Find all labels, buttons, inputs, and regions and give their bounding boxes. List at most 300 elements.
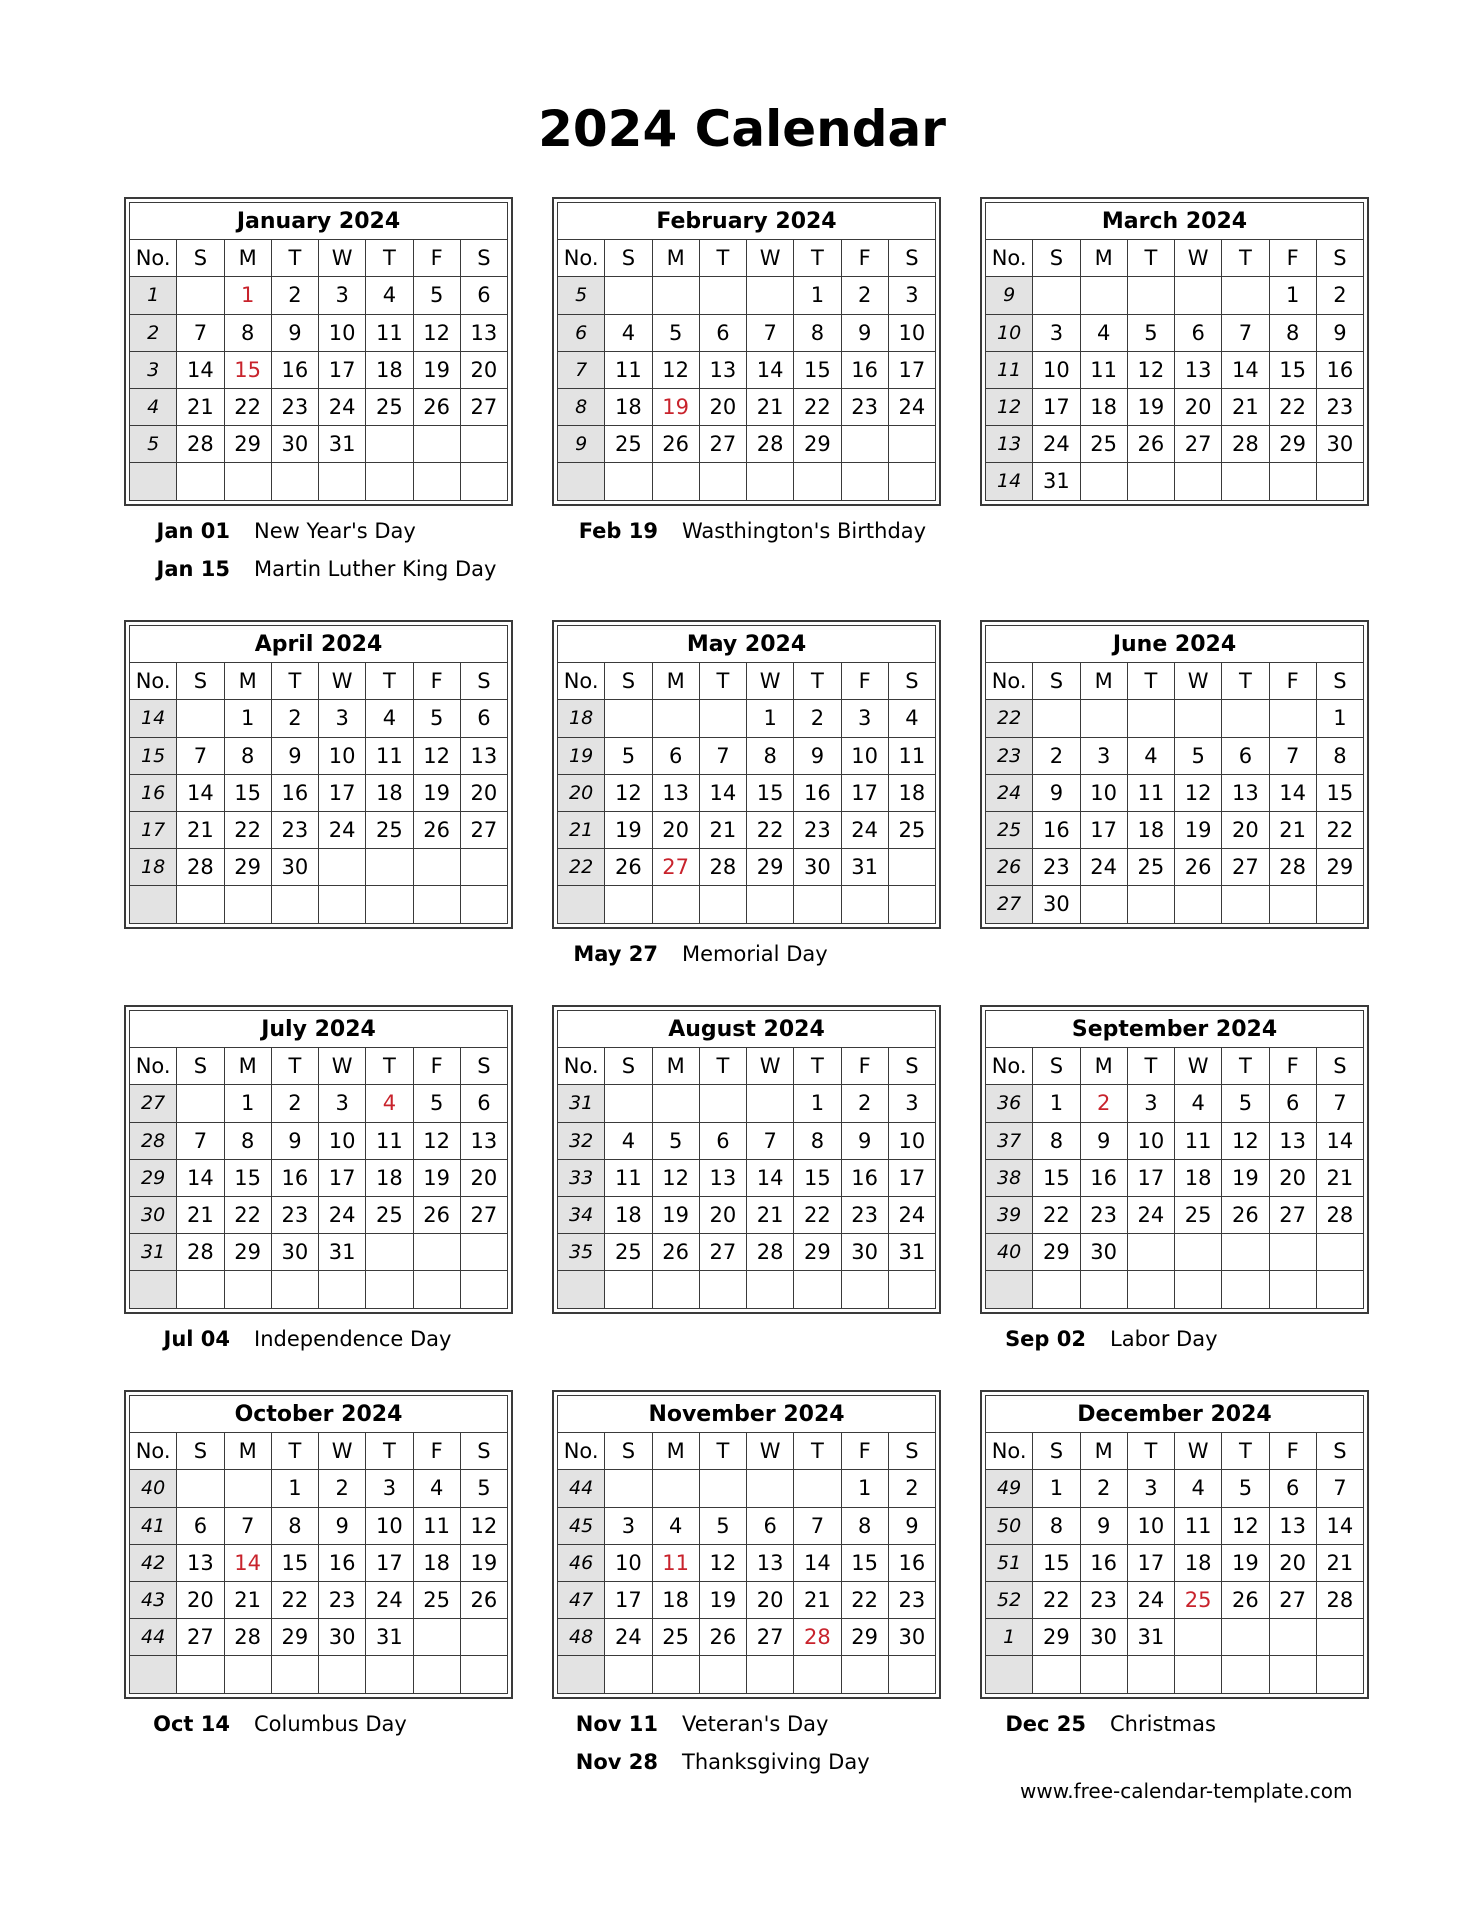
week-row: [986, 849, 1364, 886]
day-cell: 19: [1127, 388, 1174, 425]
holiday-name: Veteran's Day: [682, 1712, 829, 1736]
day-cell: [1033, 1656, 1080, 1693]
day-cell: 18: [366, 774, 413, 811]
day-cell: 31: [888, 1234, 935, 1271]
week-number: 23: [986, 737, 1033, 774]
weekday-header: F: [841, 240, 888, 277]
day-cell: [177, 700, 224, 737]
week-number: 9: [986, 277, 1033, 314]
day-cell: 18: [605, 388, 652, 425]
day-cell: 26: [1222, 1581, 1269, 1618]
day-cell: 30: [1316, 426, 1363, 463]
week-row: [986, 1085, 1364, 1122]
week-number: 30: [130, 1196, 177, 1233]
day-cell: [413, 1271, 460, 1308]
day-cell: [366, 849, 413, 886]
day-cell: 24: [1127, 1581, 1174, 1618]
day-cell: 2: [1316, 277, 1363, 314]
day-cell: 16: [319, 1544, 366, 1581]
week-number: 22: [558, 849, 605, 886]
weekday-header: S: [1316, 240, 1363, 277]
day-cell: [699, 886, 746, 923]
day-cell: 11: [1175, 1122, 1222, 1159]
day-cell: [413, 426, 460, 463]
day-cell: [747, 1085, 794, 1122]
day-cell: 14: [1269, 774, 1316, 811]
week-number: 41: [130, 1507, 177, 1544]
day-cell: 4: [366, 277, 413, 314]
day-cell: 13: [747, 1544, 794, 1581]
holiday-day-cell: 1: [224, 277, 271, 314]
weekday-header: F: [413, 663, 460, 700]
day-cell: [1316, 1271, 1363, 1308]
day-cell: 5: [413, 700, 460, 737]
day-cell: 13: [460, 314, 507, 351]
weekday-header: S: [888, 1048, 935, 1085]
holiday-item: [990, 1321, 1379, 1359]
day-cell: 2: [271, 277, 318, 314]
day-cell: 8: [1316, 737, 1363, 774]
day-cell: [605, 463, 652, 500]
week-row: [986, 1234, 1364, 1271]
holiday-item: [562, 1744, 951, 1782]
day-cell: 7: [1269, 737, 1316, 774]
day-cell: 14: [747, 1159, 794, 1196]
day-cell: 23: [1033, 849, 1080, 886]
week-number-header: No.: [558, 1048, 605, 1085]
day-cell: [1316, 886, 1363, 923]
day-cell: [747, 1656, 794, 1693]
day-cell: 14: [1316, 1122, 1363, 1159]
day-cell: 25: [1175, 1196, 1222, 1233]
weekday-header: M: [1080, 240, 1127, 277]
day-cell: 12: [413, 314, 460, 351]
week-row: [130, 1122, 508, 1159]
week-number: 52: [986, 1581, 1033, 1618]
day-cell: 5: [1175, 737, 1222, 774]
day-cell: 3: [319, 700, 366, 737]
holiday-name: Wasthington's Birthday: [682, 519, 927, 543]
week-row: [130, 737, 508, 774]
day-cell: [794, 886, 841, 923]
day-cell: [1269, 1234, 1316, 1271]
week-number: 27: [130, 1085, 177, 1122]
day-cell: 1: [794, 1085, 841, 1122]
week-number: 37: [986, 1122, 1033, 1159]
day-cell: 15: [1269, 351, 1316, 388]
weekday-header: S: [605, 1433, 652, 1470]
holiday-item: [562, 1706, 951, 1744]
day-cell: 28: [177, 1234, 224, 1271]
holiday-name: Martin Luther King Day: [254, 557, 497, 582]
weekday-header: M: [652, 663, 699, 700]
weekday-header: S: [1033, 240, 1080, 277]
day-cell: [224, 1656, 271, 1693]
week-row: [130, 388, 508, 425]
week-number: [558, 463, 605, 500]
month-8: [552, 1005, 941, 1314]
week-number: 8: [558, 388, 605, 425]
weekday-header: T: [366, 240, 413, 277]
day-cell: [1080, 277, 1127, 314]
weekday-header: M: [1080, 1433, 1127, 1470]
day-cell: [366, 1656, 413, 1693]
day-cell: 9: [841, 1122, 888, 1159]
day-cell: [1269, 463, 1316, 500]
day-cell: 5: [460, 1470, 507, 1507]
weekday-header: W: [319, 1048, 366, 1085]
day-cell: 8: [224, 737, 271, 774]
month-title: January 2024: [130, 203, 508, 240]
day-cell: 21: [1316, 1159, 1363, 1196]
week-row: [558, 1234, 936, 1271]
day-cell: [224, 463, 271, 500]
day-cell: 24: [319, 1196, 366, 1233]
day-cell: 12: [1222, 1122, 1269, 1159]
day-cell: 7: [177, 314, 224, 351]
week-number: 11: [986, 351, 1033, 388]
weekday-header: F: [841, 1433, 888, 1470]
week-row: [558, 1544, 936, 1581]
day-cell: 5: [605, 737, 652, 774]
day-cell: [794, 1656, 841, 1693]
day-cell: 18: [1127, 811, 1174, 848]
week-number: 40: [986, 1234, 1033, 1271]
weekday-header: T: [699, 1048, 746, 1085]
month-title: July 2024: [130, 1011, 508, 1048]
day-cell: 15: [794, 351, 841, 388]
day-cell: [605, 700, 652, 737]
day-cell: 6: [652, 737, 699, 774]
day-cell: [1269, 1271, 1316, 1308]
week-row: [986, 388, 1364, 425]
week-number: 39: [986, 1196, 1033, 1233]
day-cell: 10: [888, 1122, 935, 1159]
day-cell: 17: [319, 774, 366, 811]
day-cell: 7: [1316, 1085, 1363, 1122]
holiday-name: Independence Day: [254, 1327, 452, 1351]
day-cell: [1175, 1656, 1222, 1693]
day-cell: 1: [271, 1470, 318, 1507]
holiday-item: [562, 513, 951, 551]
week-number: 14: [130, 700, 177, 737]
day-cell: 13: [699, 1159, 746, 1196]
day-cell: 24: [319, 388, 366, 425]
day-cell: 23: [271, 388, 318, 425]
day-cell: 20: [747, 1581, 794, 1618]
day-cell: [366, 1271, 413, 1308]
day-cell: [747, 1271, 794, 1308]
week-number: 3: [130, 351, 177, 388]
holiday-name: Thanksgiving Day: [682, 1750, 870, 1775]
day-cell: 22: [1316, 811, 1363, 848]
holiday-day-cell: 19: [652, 388, 699, 425]
day-cell: 12: [652, 1159, 699, 1196]
day-cell: [1175, 1271, 1222, 1308]
week-number: 21: [558, 811, 605, 848]
month-2: [552, 197, 941, 506]
day-cell: [413, 463, 460, 500]
day-cell: 26: [1222, 1196, 1269, 1233]
day-cell: [460, 886, 507, 923]
day-cell: 5: [652, 314, 699, 351]
week-number: [130, 1271, 177, 1308]
day-cell: 19: [413, 351, 460, 388]
day-cell: 9: [1080, 1507, 1127, 1544]
day-cell: [605, 1085, 652, 1122]
day-cell: 7: [699, 737, 746, 774]
day-cell: 28: [747, 1234, 794, 1271]
holiday-list: [134, 1321, 523, 1359]
day-cell: 4: [605, 1122, 652, 1159]
day-cell: [1080, 700, 1127, 737]
week-row: [558, 1085, 936, 1122]
week-number: [130, 1656, 177, 1693]
day-cell: 29: [224, 426, 271, 463]
week-number: 9: [558, 426, 605, 463]
day-cell: 16: [271, 774, 318, 811]
day-cell: 3: [1127, 1470, 1174, 1507]
day-cell: 9: [1080, 1122, 1127, 1159]
day-cell: [1127, 1271, 1174, 1308]
weekday-header: F: [1269, 240, 1316, 277]
holiday-date: Sep 02: [1005, 1327, 1086, 1351]
day-cell: [652, 1656, 699, 1693]
weekday-header: M: [224, 1433, 271, 1470]
day-cell: 10: [1080, 774, 1127, 811]
day-cell: 4: [888, 700, 935, 737]
week-number: [986, 1656, 1033, 1693]
day-cell: 27: [1222, 849, 1269, 886]
week-row: [986, 351, 1364, 388]
day-cell: 25: [366, 811, 413, 848]
day-cell: 12: [460, 1507, 507, 1544]
day-cell: 11: [888, 737, 935, 774]
day-cell: 16: [1316, 351, 1363, 388]
week-number: 34: [558, 1196, 605, 1233]
week-row: [558, 849, 936, 886]
day-cell: 2: [1080, 1470, 1127, 1507]
day-cell: [413, 849, 460, 886]
day-cell: 22: [224, 1196, 271, 1233]
day-cell: 21: [699, 811, 746, 848]
day-cell: 15: [1316, 774, 1363, 811]
week-number: 19: [558, 737, 605, 774]
holiday-date: Nov 28: [575, 1750, 658, 1775]
week-number: 32: [558, 1122, 605, 1159]
day-cell: 26: [605, 849, 652, 886]
weekday-header: T: [271, 1048, 318, 1085]
week-number: 31: [130, 1234, 177, 1271]
day-cell: [1175, 1234, 1222, 1271]
week-row: [986, 277, 1364, 314]
day-cell: 30: [888, 1619, 935, 1656]
day-cell: 5: [413, 277, 460, 314]
day-cell: 19: [1222, 1159, 1269, 1196]
weekday-header: W: [319, 240, 366, 277]
day-cell: 28: [1269, 849, 1316, 886]
weekday-header: T: [699, 1433, 746, 1470]
day-cell: 4: [1127, 737, 1174, 774]
holiday-day-cell: 2: [1080, 1085, 1127, 1122]
day-cell: 27: [699, 1234, 746, 1271]
day-cell: 17: [888, 351, 935, 388]
day-cell: 26: [413, 811, 460, 848]
day-cell: 3: [1033, 314, 1080, 351]
day-cell: [794, 1470, 841, 1507]
day-cell: [605, 1271, 652, 1308]
day-cell: 20: [460, 1159, 507, 1196]
day-cell: 29: [1316, 849, 1363, 886]
day-cell: [1222, 1656, 1269, 1693]
weekday-header: W: [1175, 1433, 1222, 1470]
day-cell: 15: [841, 1544, 888, 1581]
day-cell: 6: [1269, 1470, 1316, 1507]
day-cell: 26: [1175, 849, 1222, 886]
week-number-header: No.: [558, 663, 605, 700]
day-cell: 4: [1080, 314, 1127, 351]
day-cell: 23: [319, 1581, 366, 1618]
day-cell: 20: [460, 774, 507, 811]
week-row: [130, 1581, 508, 1618]
day-cell: 13: [1222, 774, 1269, 811]
day-cell: 13: [1269, 1122, 1316, 1159]
day-cell: 9: [271, 314, 318, 351]
holiday-list: [134, 1706, 523, 1744]
day-cell: [366, 1234, 413, 1271]
day-cell: 5: [1222, 1085, 1269, 1122]
day-cell: 6: [1269, 1085, 1316, 1122]
day-cell: 23: [841, 1196, 888, 1233]
day-cell: 18: [888, 774, 935, 811]
day-cell: 14: [794, 1544, 841, 1581]
week-number: 25: [986, 811, 1033, 848]
week-number: 31: [558, 1085, 605, 1122]
day-cell: 9: [1033, 774, 1080, 811]
week-number: [558, 1656, 605, 1693]
week-number: 6: [558, 314, 605, 351]
weekday-header: T: [271, 1433, 318, 1470]
day-cell: [224, 1470, 271, 1507]
weekday-header: S: [605, 663, 652, 700]
day-cell: [1175, 277, 1222, 314]
day-cell: 30: [271, 849, 318, 886]
day-cell: 30: [841, 1234, 888, 1271]
day-cell: [460, 426, 507, 463]
day-cell: 26: [652, 1234, 699, 1271]
day-cell: 1: [1033, 1085, 1080, 1122]
day-cell: [1222, 886, 1269, 923]
day-cell: [1222, 1619, 1269, 1656]
week-number-header: No.: [558, 1433, 605, 1470]
day-cell: 17: [319, 351, 366, 388]
day-cell: 19: [605, 811, 652, 848]
weekday-header: M: [224, 1048, 271, 1085]
day-cell: [747, 1470, 794, 1507]
day-cell: [1222, 277, 1269, 314]
day-cell: 31: [841, 849, 888, 886]
day-cell: 19: [413, 774, 460, 811]
day-cell: 13: [699, 351, 746, 388]
weekday-header: S: [177, 1433, 224, 1470]
weekday-header: S: [1316, 1433, 1363, 1470]
day-cell: 15: [224, 1159, 271, 1196]
day-cell: 16: [841, 351, 888, 388]
week-number: 51: [986, 1544, 1033, 1581]
week-row: [986, 811, 1364, 848]
day-cell: 24: [888, 1196, 935, 1233]
month-title: September 2024: [986, 1011, 1364, 1048]
day-cell: 22: [841, 1581, 888, 1618]
day-cell: 21: [794, 1581, 841, 1618]
day-cell: 22: [794, 388, 841, 425]
day-cell: 10: [366, 1507, 413, 1544]
week-row: [130, 886, 508, 923]
weekday-header: S: [1033, 1048, 1080, 1085]
day-cell: [699, 1085, 746, 1122]
week-row: [986, 737, 1364, 774]
day-cell: 16: [271, 351, 318, 388]
weekday-header: W: [747, 240, 794, 277]
month-6: [980, 620, 1369, 929]
week-number-header: No.: [986, 240, 1033, 277]
day-cell: 12: [1127, 351, 1174, 388]
day-cell: 8: [1033, 1122, 1080, 1159]
day-cell: 25: [605, 426, 652, 463]
week-row: [130, 314, 508, 351]
holiday-date: May 27: [573, 942, 658, 966]
day-cell: [1269, 700, 1316, 737]
week-number: 42: [130, 1544, 177, 1581]
week-number-header: No.: [986, 1048, 1033, 1085]
day-cell: 14: [177, 351, 224, 388]
day-cell: 27: [460, 388, 507, 425]
weekday-header: W: [747, 663, 794, 700]
day-cell: 23: [271, 1196, 318, 1233]
week-number: 17: [130, 811, 177, 848]
day-cell: 21: [224, 1581, 271, 1618]
holiday-list: [562, 936, 951, 974]
day-cell: 31: [319, 1234, 366, 1271]
week-number: 2: [130, 314, 177, 351]
day-cell: 27: [1269, 1581, 1316, 1618]
day-cell: 12: [413, 737, 460, 774]
week-number: 29: [130, 1159, 177, 1196]
weekday-header: F: [1269, 1433, 1316, 1470]
day-cell: [271, 886, 318, 923]
day-cell: 22: [1033, 1196, 1080, 1233]
week-number: 1: [986, 1619, 1033, 1656]
day-cell: 20: [699, 1196, 746, 1233]
holiday-day-cell: 25: [1175, 1581, 1222, 1618]
weekday-header: W: [319, 1433, 366, 1470]
day-cell: 2: [841, 277, 888, 314]
day-cell: [699, 277, 746, 314]
day-cell: 4: [652, 1507, 699, 1544]
day-cell: [1222, 1271, 1269, 1308]
holiday-name: Memorial Day: [682, 942, 828, 966]
day-cell: 31: [366, 1619, 413, 1656]
day-cell: 13: [460, 1122, 507, 1159]
day-cell: [271, 1271, 318, 1308]
month-4: [124, 620, 513, 929]
holiday-list: [562, 513, 951, 551]
day-cell: 11: [605, 1159, 652, 1196]
day-cell: [841, 1656, 888, 1693]
day-cell: 19: [1222, 1544, 1269, 1581]
day-cell: 18: [1080, 388, 1127, 425]
website-link[interactable]: www.free-calendar-template.com: [1020, 1779, 1353, 1803]
